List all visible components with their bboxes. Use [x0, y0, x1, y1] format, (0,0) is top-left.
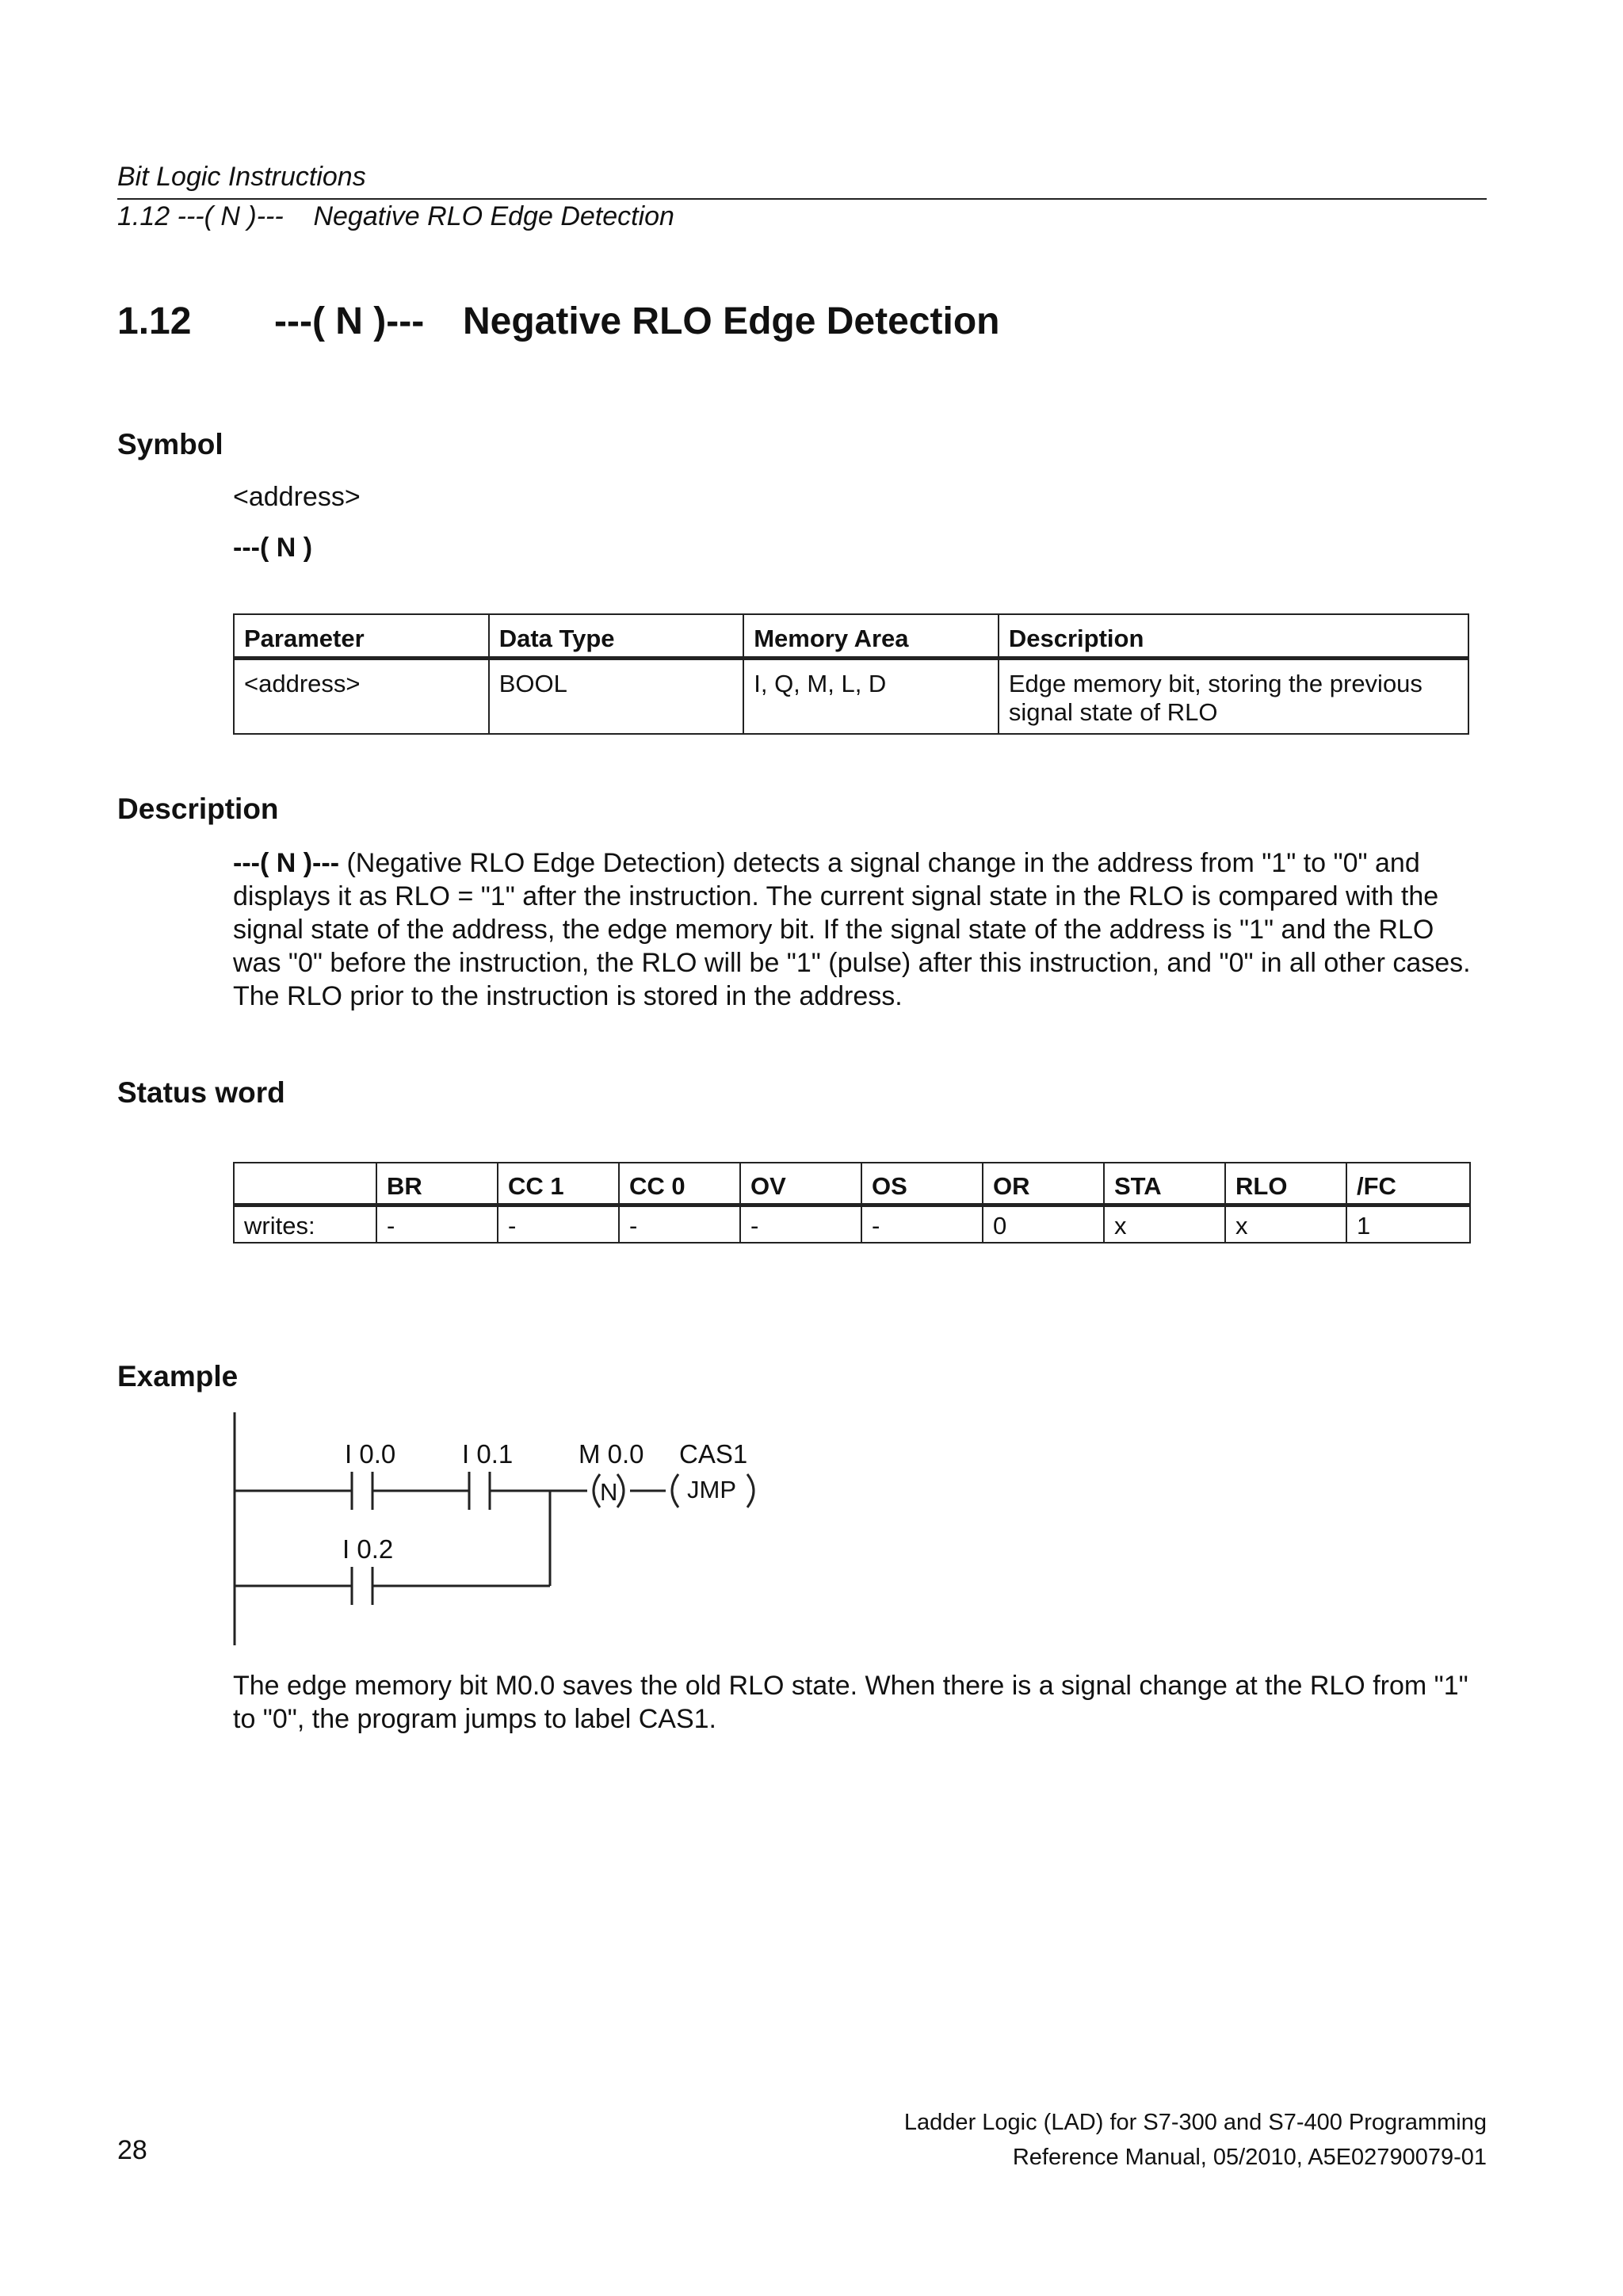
status-cell-rlo: x — [1225, 1205, 1346, 1244]
description-heading: Description — [117, 793, 279, 825]
footer-reference — [904, 2105, 1487, 2175]
header-section-num: 1.12 — [117, 201, 170, 231]
table-row — [234, 659, 1468, 735]
jump-label: CAS1 — [679, 1439, 748, 1469]
param-header-description: Description — [999, 614, 1468, 659]
status-header-blank — [234, 1163, 376, 1205]
status-cell-writes: writes: — [234, 1205, 376, 1244]
status-header-rlo: RLO — [1225, 1163, 1346, 1205]
status-header-sta: STA — [1104, 1163, 1225, 1205]
title-number: 1.12 — [117, 300, 192, 342]
status-header-cc1: CC 1 — [498, 1163, 619, 1205]
status-word-table — [233, 1162, 1471, 1244]
header-section-symbol: ---( N )--- — [177, 201, 284, 231]
status-cell-sta: x — [1104, 1205, 1225, 1244]
param-cell-description: Edge memory bit, storing the previous signal state of RLO — [999, 659, 1468, 735]
title-text: Negative RLO Edge Detection — [463, 300, 1000, 342]
page-number: 28 — [117, 2135, 147, 2165]
param-header-memory-area: Memory Area — [743, 614, 999, 659]
table-row — [234, 1205, 1470, 1244]
page-title — [117, 300, 999, 343]
jmp-coil-text: JMP — [687, 1476, 736, 1503]
status-word-heading: Status word — [117, 1076, 285, 1109]
description-paragraph — [233, 846, 1477, 1013]
status-header-os: OS — [861, 1163, 983, 1205]
status-cell-ov: - — [740, 1205, 861, 1244]
description-text: (Negative RLO Edge Detection) detects a signal change in the address from "1" to "0" and displays it as RLO = "1" after the instruction. The current signal state in the RLO is compared with the signal state of the address, the edge memory bit. If the signal state of the address is "1" and the RLO was "0" before the instruction, the RLO will be "1" (pulse) after this instruction, and "0" in all other cases. The RLO prior to the instruction is stored in the address. — [233, 848, 1471, 1011]
contact-i01-label: I 0.1 — [462, 1439, 514, 1469]
description-lead-symbol: ---( N )--- — [233, 848, 340, 878]
jmp-coil-left-arc — [672, 1474, 678, 1507]
header-section-title: Negative RLO Edge Detection — [313, 201, 674, 231]
contact-i00-label: I 0.0 — [345, 1439, 396, 1469]
parameter-table-header — [234, 614, 1468, 659]
example-heading: Example — [117, 1360, 239, 1392]
contact-i02-label: I 0.2 — [342, 1534, 394, 1564]
status-cell-br: - — [376, 1205, 498, 1244]
symbol-address: <address> — [233, 482, 361, 512]
n-coil-letter: N — [600, 1478, 618, 1506]
header-divider — [117, 198, 1487, 200]
param-cell-memory-area: I, Q, M, L, D — [743, 659, 999, 735]
edge-address-label: M 0.0 — [579, 1439, 644, 1469]
status-cell-cc1: - — [498, 1205, 619, 1244]
status-word-header-row — [234, 1163, 1470, 1205]
status-cell-cc0: - — [619, 1205, 740, 1244]
status-header-br: BR — [376, 1163, 498, 1205]
parameter-table — [233, 613, 1469, 735]
footer-line-2: Reference Manual, 05/2010, A5E02790079-01 — [1012, 2145, 1487, 2170]
jmp-coil-right-arc — [747, 1474, 754, 1507]
status-header-or: OR — [983, 1163, 1104, 1205]
status-cell-fc: 1 — [1346, 1205, 1470, 1244]
param-cell-data-type: BOOL — [489, 659, 744, 735]
n-coil-right-arc — [617, 1474, 624, 1507]
status-header-ov: OV — [740, 1163, 861, 1205]
status-header-fc: /FC — [1346, 1163, 1470, 1205]
status-cell-os: - — [861, 1205, 983, 1244]
ladder-diagram — [222, 1411, 777, 1656]
title-symbol: ---( N )--- — [274, 300, 425, 342]
param-header-parameter: Parameter — [234, 614, 489, 659]
running-header-chapter: Bit Logic Instructions — [117, 162, 366, 192]
n-coil-left-arc — [594, 1474, 600, 1507]
symbol-coil: ---( N ) — [233, 533, 313, 563]
status-cell-or: 0 — [983, 1205, 1104, 1244]
running-header-section — [117, 201, 674, 232]
status-header-cc0: CC 0 — [619, 1163, 740, 1205]
footer-line-1: Ladder Logic (LAD) for S7-300 and S7-400 Programming — [903, 2110, 1487, 2135]
param-header-data-type: Data Type — [489, 614, 744, 659]
param-cell-parameter: <address> — [234, 659, 489, 735]
symbol-heading: Symbol — [117, 428, 223, 460]
example-caption: The edge memory bit M0.0 saves the old RLO state. When there is a signal change at the RLO from "1" to "0", the program jumps to label CAS1. — [233, 1671, 1468, 1734]
